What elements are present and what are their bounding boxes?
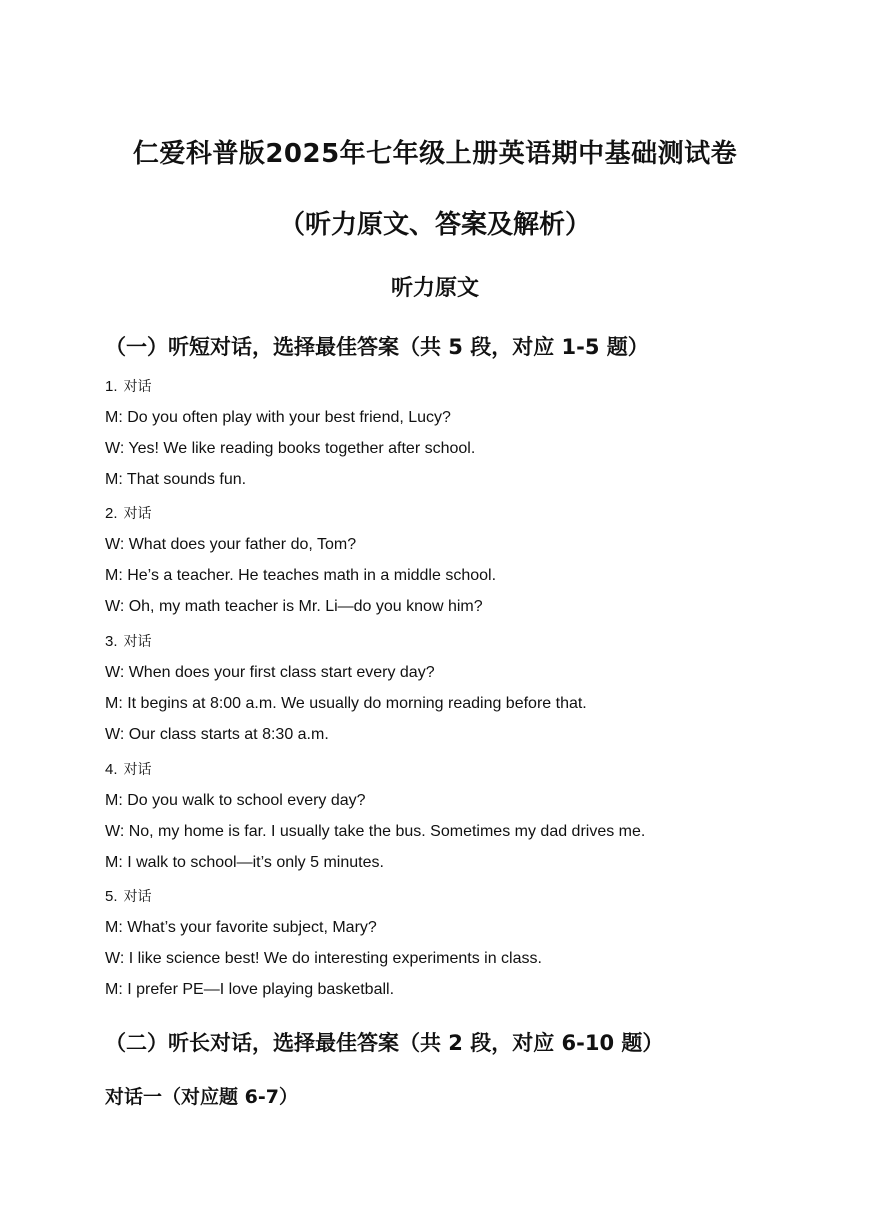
dialogue-number: 1.	[105, 378, 118, 395]
dialogue-line: M: It begins at 8:00 a.m. We usually do morning reading before that.	[105, 695, 587, 712]
dialogue-line: M: I prefer PE—I love playing basketball.	[105, 981, 395, 998]
section-title: 听力原文	[390, 276, 479, 301]
dialogue-label-text: 对话	[123, 634, 152, 650]
part2-heading: （二）听长对话，选择最佳答案（共 2 段，对应 6-10 题）	[105, 1031, 664, 1055]
dialogue-line: M: Do you walk to school every day?	[105, 792, 366, 809]
dialogue-number: 5.	[105, 888, 118, 905]
dialogue-label-text: 对话	[123, 379, 152, 395]
dialogue-line: W: What does your father do, Tom?	[105, 536, 357, 553]
document-subtitle: （听力原文、答案及解析）	[278, 210, 591, 240]
dialogue-label-text: 对话	[123, 506, 152, 522]
dialogue-number: 3.	[105, 633, 118, 650]
dialogue-line: W: When does your first class start every day?	[105, 664, 435, 681]
dialogue-line: W: No, my home is far. I usually take the bus. Sometimes my dad drives me.	[105, 823, 646, 840]
dialogue-line: M: He’s a teacher. He teaches math in a middle school.	[105, 567, 497, 584]
part1-heading: （一）听短对话，选择最佳答案（共 5 段，对应 1-5 题）	[105, 335, 649, 359]
dialogue-line: M: Do you often play with your best friend, Lucy?	[105, 409, 451, 426]
dialogue-label-text: 对话	[123, 762, 152, 778]
dialogue-label	[105, 503, 152, 523]
dialogue-label	[105, 631, 152, 651]
dialogue-label	[105, 759, 152, 779]
dialogue-number: 4.	[105, 761, 118, 778]
dialogue-label-text: 对话	[123, 889, 152, 905]
part2-sub-heading: 对话一（对应题 6-7）	[105, 1086, 298, 1108]
dialogue-line: W: Yes! We like reading books together after school.	[105, 440, 476, 457]
dialogue-label	[105, 376, 152, 396]
dialogue-line: W: I like science best! We do interesting experiments in class.	[105, 950, 542, 967]
dialogue-line: M: That sounds fun.	[105, 471, 247, 488]
dialogue-line: M: What’s your favorite subject, Mary?	[105, 919, 377, 936]
dialogue-line: W: Oh, my math teacher is Mr. Li—do you know him?	[105, 598, 483, 615]
dialogue-number: 2.	[105, 505, 118, 522]
dialogue-line: W: Our class starts at 8:30 a.m.	[105, 726, 329, 743]
dialogue-line: M: I walk to school—it’s only 5 minutes.	[105, 854, 384, 871]
document-title: 仁爱科普版2025年七年级上册英语期中基础测试卷	[132, 139, 738, 169]
dialogue-label	[105, 886, 152, 906]
